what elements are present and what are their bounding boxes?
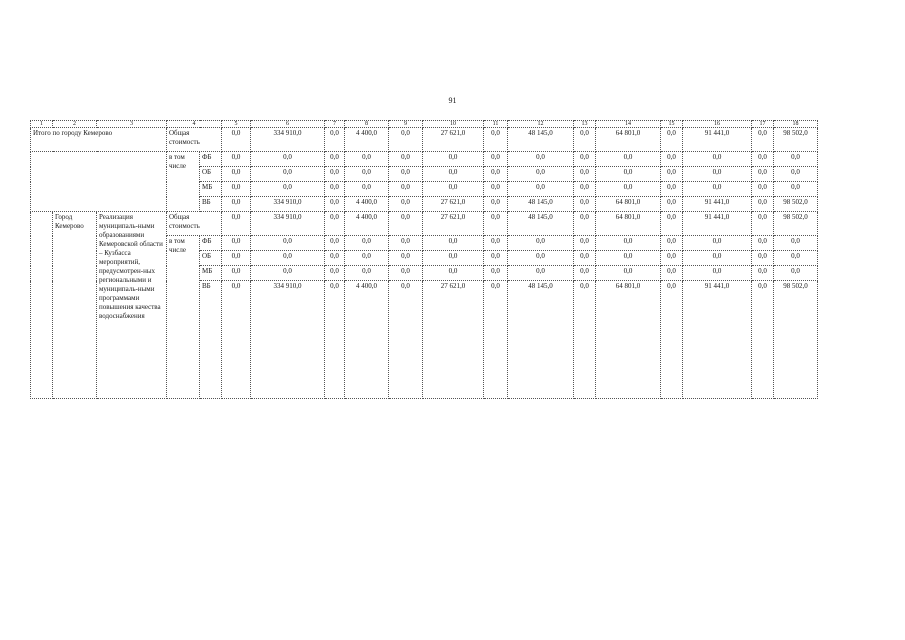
value-cell: 0,0 [325, 182, 345, 197]
value-cell: 0,0 [325, 236, 345, 251]
value-cell: 0,0 [345, 152, 389, 167]
header-cell: 1 [31, 121, 53, 128]
header-cell: 11 [484, 121, 508, 128]
value-cell: 0,0 [596, 251, 661, 266]
value-cell: 0,0 [661, 167, 683, 182]
value-cell: 0,0 [508, 251, 574, 266]
value-cell: 0,0 [574, 152, 596, 167]
value-cell: 0,0 [222, 281, 251, 399]
value-cell: 0,0 [574, 236, 596, 251]
page-number: 91 [448, 96, 457, 105]
value-cell: 0,0 [484, 251, 508, 266]
empty-cell [31, 152, 167, 212]
header-cell: 16 [683, 121, 752, 128]
value-cell: 0,0 [389, 197, 423, 212]
value-cell: 0,0 [345, 182, 389, 197]
header-cell: 15 [661, 121, 683, 128]
source-cell: ОБ [200, 251, 222, 266]
header-cell: 12 [508, 121, 574, 128]
source-cell: ВБ [200, 197, 222, 212]
value-cell: 0,0 [389, 128, 423, 152]
value-cell: 0,0 [752, 251, 774, 266]
value-cell: 0,0 [222, 152, 251, 167]
value-cell: 0,0 [325, 281, 345, 399]
value-cell: 0,0 [423, 266, 484, 281]
value-cell: 0,0 [774, 182, 818, 197]
value-cell: 0,0 [752, 182, 774, 197]
value-cell: 0,0 [574, 197, 596, 212]
value-cell: 0,0 [508, 182, 574, 197]
value-cell: 0,0 [389, 266, 423, 281]
budget-table [30, 120, 818, 399]
value-cell: 0,0 [423, 152, 484, 167]
value-cell: 0,0 [251, 152, 325, 167]
value-cell: 0,0 [596, 167, 661, 182]
value-cell: 0,0 [222, 212, 251, 236]
value-cell: 0,0 [596, 152, 661, 167]
table-row [31, 212, 818, 236]
value-cell: 0,0 [222, 251, 251, 266]
value-cell: 0,0 [752, 152, 774, 167]
value-cell: 334 910,0 [251, 197, 325, 212]
value-cell: 0,0 [484, 212, 508, 236]
header-cell: 17 [752, 121, 774, 128]
value-cell: 0,0 [423, 251, 484, 266]
value-cell: 0,0 [222, 236, 251, 251]
value-cell: 0,0 [752, 167, 774, 182]
header-cell: 3 [97, 121, 167, 128]
value-cell: 98 502,0 [774, 128, 818, 152]
total-label: Итого по городу Кемерово [31, 128, 167, 152]
value-cell: 0,0 [222, 182, 251, 197]
value-cell: 0,0 [251, 236, 325, 251]
value-cell: 0,0 [752, 266, 774, 281]
value-cell: 0,0 [574, 281, 596, 399]
header-cell: 6 [251, 121, 325, 128]
header-row [31, 121, 818, 128]
value-cell: 0,0 [683, 182, 752, 197]
value-cell: 4 400,0 [345, 281, 389, 399]
including-label: в том числе [167, 152, 200, 212]
value-cell: 91 441,0 [683, 197, 752, 212]
value-cell: 0,0 [683, 152, 752, 167]
value-cell: 4 400,0 [345, 128, 389, 152]
source-cell: ОБ [200, 167, 222, 182]
source-cell: ФБ [200, 236, 222, 251]
empty-cell [31, 212, 53, 399]
value-cell: 0,0 [484, 182, 508, 197]
value-cell: 0,0 [661, 236, 683, 251]
header-cell: 10 [423, 121, 484, 128]
value-cell: 64 801,0 [596, 197, 661, 212]
value-cell: 0,0 [325, 212, 345, 236]
value-cell: 0,0 [596, 182, 661, 197]
value-cell: 27 621,0 [423, 128, 484, 152]
value-cell: 0,0 [508, 167, 574, 182]
value-cell: 0,0 [389, 167, 423, 182]
value-cell: 0,0 [345, 167, 389, 182]
value-cell: 0,0 [389, 182, 423, 197]
value-cell: 0,0 [345, 251, 389, 266]
value-cell: 0,0 [508, 152, 574, 167]
value-cell: 48 145,0 [508, 212, 574, 236]
value-cell: 64 801,0 [596, 281, 661, 399]
header-cell: 8 [345, 121, 389, 128]
value-cell: 98 502,0 [774, 281, 818, 399]
value-cell: 0,0 [661, 251, 683, 266]
value-cell: 0,0 [683, 251, 752, 266]
value-cell: 0,0 [484, 236, 508, 251]
value-cell: 0,0 [222, 266, 251, 281]
value-cell: 4 400,0 [345, 197, 389, 212]
header-cell: 14 [596, 121, 661, 128]
value-cell: 98 502,0 [774, 197, 818, 212]
value-cell: 48 145,0 [508, 197, 574, 212]
source-cell: МБ [200, 182, 222, 197]
source-cell: МБ [200, 266, 222, 281]
value-cell: 0,0 [423, 182, 484, 197]
value-cell: 0,0 [683, 266, 752, 281]
value-cell: 0,0 [774, 266, 818, 281]
value-cell: 0,0 [574, 182, 596, 197]
city-label: Город Кемерово [53, 212, 97, 399]
value-cell: 0,0 [345, 266, 389, 281]
header-cell: 2 [53, 121, 97, 128]
value-cell: 0,0 [251, 182, 325, 197]
value-cell: 0,0 [574, 266, 596, 281]
value-cell: 0,0 [222, 197, 251, 212]
value-cell: 48 145,0 [508, 128, 574, 152]
total-kind: Общая стоимость [167, 212, 222, 236]
value-cell: 334 910,0 [251, 212, 325, 236]
value-cell: 0,0 [661, 197, 683, 212]
value-cell: 0,0 [574, 251, 596, 266]
value-cell: 0,0 [325, 167, 345, 182]
header-cell: 5 [222, 121, 251, 128]
value-cell: 0,0 [325, 128, 345, 152]
value-cell: 0,0 [774, 236, 818, 251]
table-row [31, 152, 818, 167]
value-cell: 0,0 [683, 236, 752, 251]
value-cell: 0,0 [752, 197, 774, 212]
value-cell: 48 145,0 [508, 281, 574, 399]
value-cell: 0,0 [484, 167, 508, 182]
value-cell: 0,0 [752, 128, 774, 152]
value-cell: 0,0 [345, 236, 389, 251]
header-cell: 18 [774, 121, 818, 128]
value-cell: 98 502,0 [774, 212, 818, 236]
value-cell: 0,0 [251, 251, 325, 266]
value-cell: 0,0 [222, 167, 251, 182]
value-cell: 91 441,0 [683, 281, 752, 399]
value-cell: 0,0 [325, 251, 345, 266]
value-cell: 0,0 [661, 128, 683, 152]
value-cell: 0,0 [774, 251, 818, 266]
value-cell: 0,0 [508, 266, 574, 281]
value-cell: 0,0 [661, 182, 683, 197]
value-cell: 0,0 [389, 236, 423, 251]
value-cell: 0,0 [752, 212, 774, 236]
value-cell: 0,0 [508, 236, 574, 251]
header-cell: 7 [325, 121, 345, 128]
value-cell: 0,0 [661, 281, 683, 399]
value-cell: 27 621,0 [423, 197, 484, 212]
header-cell: 4 [167, 121, 222, 128]
header-cell: 9 [389, 121, 423, 128]
value-cell: 0,0 [752, 236, 774, 251]
value-cell: 0,0 [752, 281, 774, 399]
value-cell: 0,0 [325, 266, 345, 281]
value-cell: 0,0 [251, 167, 325, 182]
value-cell: 0,0 [423, 167, 484, 182]
value-cell: 0,0 [574, 128, 596, 152]
value-cell: 0,0 [574, 212, 596, 236]
value-cell: 0,0 [596, 236, 661, 251]
including-label: в том числе [167, 236, 200, 399]
value-cell: 0,0 [484, 152, 508, 167]
value-cell: 334 910,0 [251, 281, 325, 399]
source-cell: ВБ [200, 281, 222, 399]
value-cell: 0,0 [222, 128, 251, 152]
value-cell: 0,0 [574, 167, 596, 182]
measure-description: Реализация муниципаль-ными образованиями Кемеровской области – Кузбасса мероприятий, предусмотрен-ных региональными и муниципаль-ными программами повышения качества водоснабжения [97, 212, 167, 399]
total-kind: Общая стоимость [167, 128, 222, 152]
value-cell: 0,0 [661, 212, 683, 236]
value-cell: 334 910,0 [251, 128, 325, 152]
value-cell: 0,0 [774, 167, 818, 182]
value-cell: 91 441,0 [683, 212, 752, 236]
value-cell: 0,0 [661, 266, 683, 281]
value-cell: 0,0 [774, 152, 818, 167]
value-cell: 64 801,0 [596, 128, 661, 152]
value-cell: 0,0 [389, 152, 423, 167]
value-cell: 0,0 [389, 212, 423, 236]
value-cell: 0,0 [325, 197, 345, 212]
table-row [31, 128, 818, 152]
value-cell: 27 621,0 [423, 281, 484, 399]
value-cell: 0,0 [484, 281, 508, 399]
value-cell: 0,0 [484, 266, 508, 281]
source-cell: ФБ [200, 152, 222, 167]
value-cell: 0,0 [389, 251, 423, 266]
header-cell: 13 [574, 121, 596, 128]
value-cell: 0,0 [484, 128, 508, 152]
value-cell: 0,0 [389, 281, 423, 399]
value-cell: 27 621,0 [423, 212, 484, 236]
value-cell: 0,0 [596, 266, 661, 281]
value-cell: 64 801,0 [596, 212, 661, 236]
value-cell: 0,0 [661, 152, 683, 167]
value-cell: 0,0 [251, 266, 325, 281]
value-cell: 0,0 [683, 167, 752, 182]
value-cell: 0,0 [423, 236, 484, 251]
value-cell: 91 441,0 [683, 128, 752, 152]
value-cell: 4 400,0 [345, 212, 389, 236]
value-cell: 0,0 [484, 197, 508, 212]
value-cell: 0,0 [325, 152, 345, 167]
